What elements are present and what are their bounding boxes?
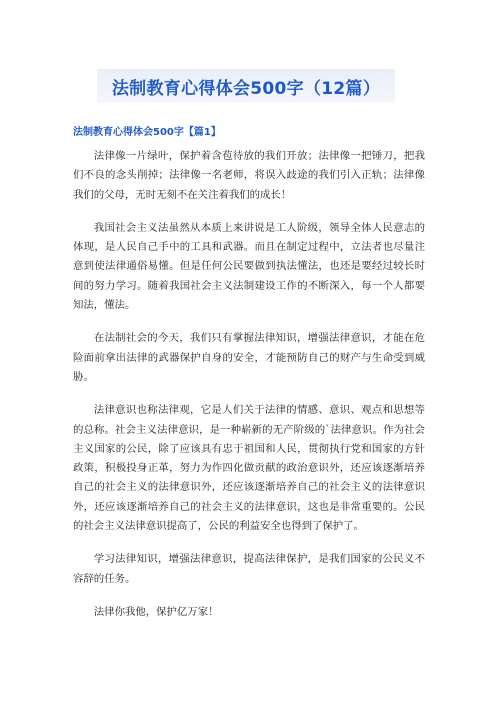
section-heading: 法制教育心得体会500字【篇1】 [73, 127, 221, 138]
paragraph: 在法制社会的今天，我们只有掌握法律知识，增强法律意识，才能在危险面前拿出法律的武器保护自身的安全，才能预防自己的财产与生命受到威胁。 [73, 332, 425, 383]
document-title: 法制教育心得体会500字（12篇） [111, 78, 381, 99]
paragraph: 学习法律知识，增强法律意识，提高法律保护，是我们国家的公民义不容辞的任务。 [73, 553, 425, 585]
document-body [73, 147, 425, 636]
paragraph: 法律你我他，保护亿万家！ [93, 605, 219, 618]
title-banner [97, 69, 395, 103]
paragraph: 法律像一片绿叶，保护着含苞待放的我们开放；法律像一把锤刀，把我们不良的念头削掉；法律像一名老师，将误入歧途的我们引入正轨；法律像我们的父母，无时无刻不在关注着我们的成长！ [73, 150, 425, 201]
paragraph: 法律意识也称法律观，它是人们关于法律的情感、意识、观点和思想等的总称。社会主义法律意识，是一种崭新的无产阶级的`法律意识。作为社会主义国家的公民，除了应该具有忠于祖国和人民，贯彻执行党和国家的方针政策，积极投身正革，努力为作四化做贡献的政治意识外，还应该逐渐培养自己的社会主义的法律意识外，还应该逐渐培养自己的社会主义的法律意识外，还应该逐渐培养自己的社会主义的法律意识，这也是非常重要的。公民的社会主义法律意识提高了，公民的利益安全也得到了保护了。 [73, 404, 425, 533]
paragraph: 我国社会主义法虽然从本质上来讲说是工人阶级，领导全体人民意志的体现，是人民自己手中的工具和武器。而且在制定过程中，立法者也尽量注意到使法律通俗易懂。但是任何公民要做到执法懂法，也还是要经过较长时间的努力学习。随着我国社会主义法制建设工作的不断深入，每一个人都要知法，懂法。 [73, 221, 425, 312]
